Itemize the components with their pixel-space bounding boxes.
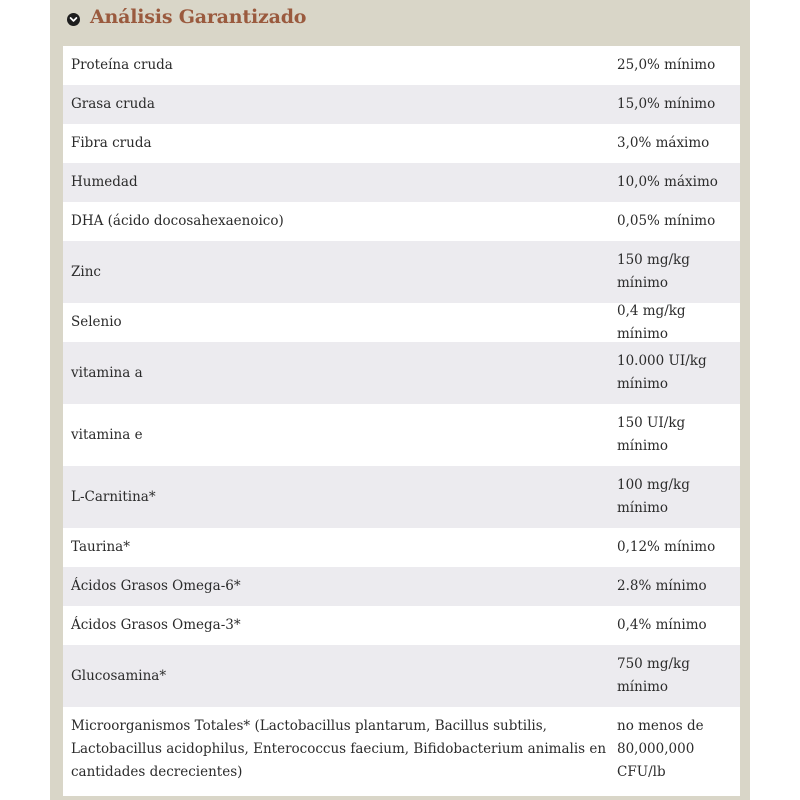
- nutrient-value: 0,12% mínimo: [617, 539, 716, 555]
- nutrient-name: Glucosamina*: [71, 667, 167, 684]
- nutrient-value: 100 mg/kg mínimo: [617, 477, 690, 516]
- nutrient-value: 750 mg/kg mínimo: [617, 656, 690, 695]
- chevron-down-circle-icon[interactable]: [67, 13, 80, 26]
- nutrient-name: DHA (ácido docosahexaenoico): [71, 213, 284, 229]
- section-header[interactable]: [50, 0, 750, 40]
- table-row: [63, 606, 740, 645]
- nutrient-name: Humedad: [71, 174, 138, 190]
- nutrient-name: Microorganismos Totales* (Lactobacillus plantarum, Bacillus subtilis, Lactobacillus acidophilus, Enterococcus faecium, Bifidobacterium animalis en cantidades decrecientes): [71, 718, 607, 780]
- nutrient-value: 150 UI/kg mínimo: [617, 415, 686, 454]
- table-row: [63, 466, 740, 528]
- nutrient-name: Ácidos Grasos Omega-6*: [71, 578, 241, 594]
- nutrient-value: 10,0% máximo: [617, 174, 718, 190]
- nutrient-value: 2.8% mínimo: [617, 578, 707, 594]
- table-row: [63, 342, 740, 404]
- nutrient-name: vitamina e: [71, 426, 143, 443]
- table-row: [63, 46, 740, 85]
- table-row: [63, 404, 740, 466]
- table-row: [63, 707, 740, 792]
- nutrient-name: Proteína cruda: [71, 57, 173, 73]
- nutrient-value: 15,0% mínimo: [617, 96, 716, 112]
- nutrient-value: no menos de 80,000,000 CFU/lb: [617, 718, 704, 780]
- nutrient-value: 0,05% mínimo: [617, 213, 716, 229]
- table-row: [63, 241, 740, 303]
- nutrient-name: Selenio: [71, 314, 122, 330]
- nutrient-name: Zinc: [71, 263, 101, 280]
- table-row: [63, 124, 740, 163]
- nutrient-value: 10.000 UI/kg mínimo: [617, 353, 707, 392]
- table-row: [63, 645, 740, 707]
- nutrient-name: Grasa cruda: [71, 96, 155, 112]
- section-title: Análisis Garantizado: [90, 6, 307, 28]
- table-row: [63, 303, 740, 342]
- nutrient-value: 0,4% mínimo: [617, 617, 707, 633]
- nutrient-value: 3,0% máximo: [617, 135, 710, 151]
- guaranteed-analysis-panel: [50, 0, 750, 800]
- nutrient-value: 0,4 mg/kg mínimo: [617, 302, 686, 342]
- nutrient-name: vitamina a: [71, 364, 143, 381]
- table-row: [63, 163, 740, 202]
- table-row: [63, 528, 740, 567]
- table-row: [63, 567, 740, 606]
- nutrient-value: 25,0% mínimo: [617, 57, 716, 73]
- nutrient-name: L-Carnitina*: [71, 488, 156, 505]
- analysis-table: [63, 46, 740, 796]
- nutrient-name: Ácidos Grasos Omega-3*: [71, 617, 241, 633]
- nutrient-value: 150 mg/kg mínimo: [617, 252, 690, 291]
- table-row: [63, 85, 740, 124]
- nutrient-name: Taurina*: [71, 539, 130, 555]
- nutrient-name: Fibra cruda: [71, 135, 152, 151]
- table-row: [63, 202, 740, 241]
